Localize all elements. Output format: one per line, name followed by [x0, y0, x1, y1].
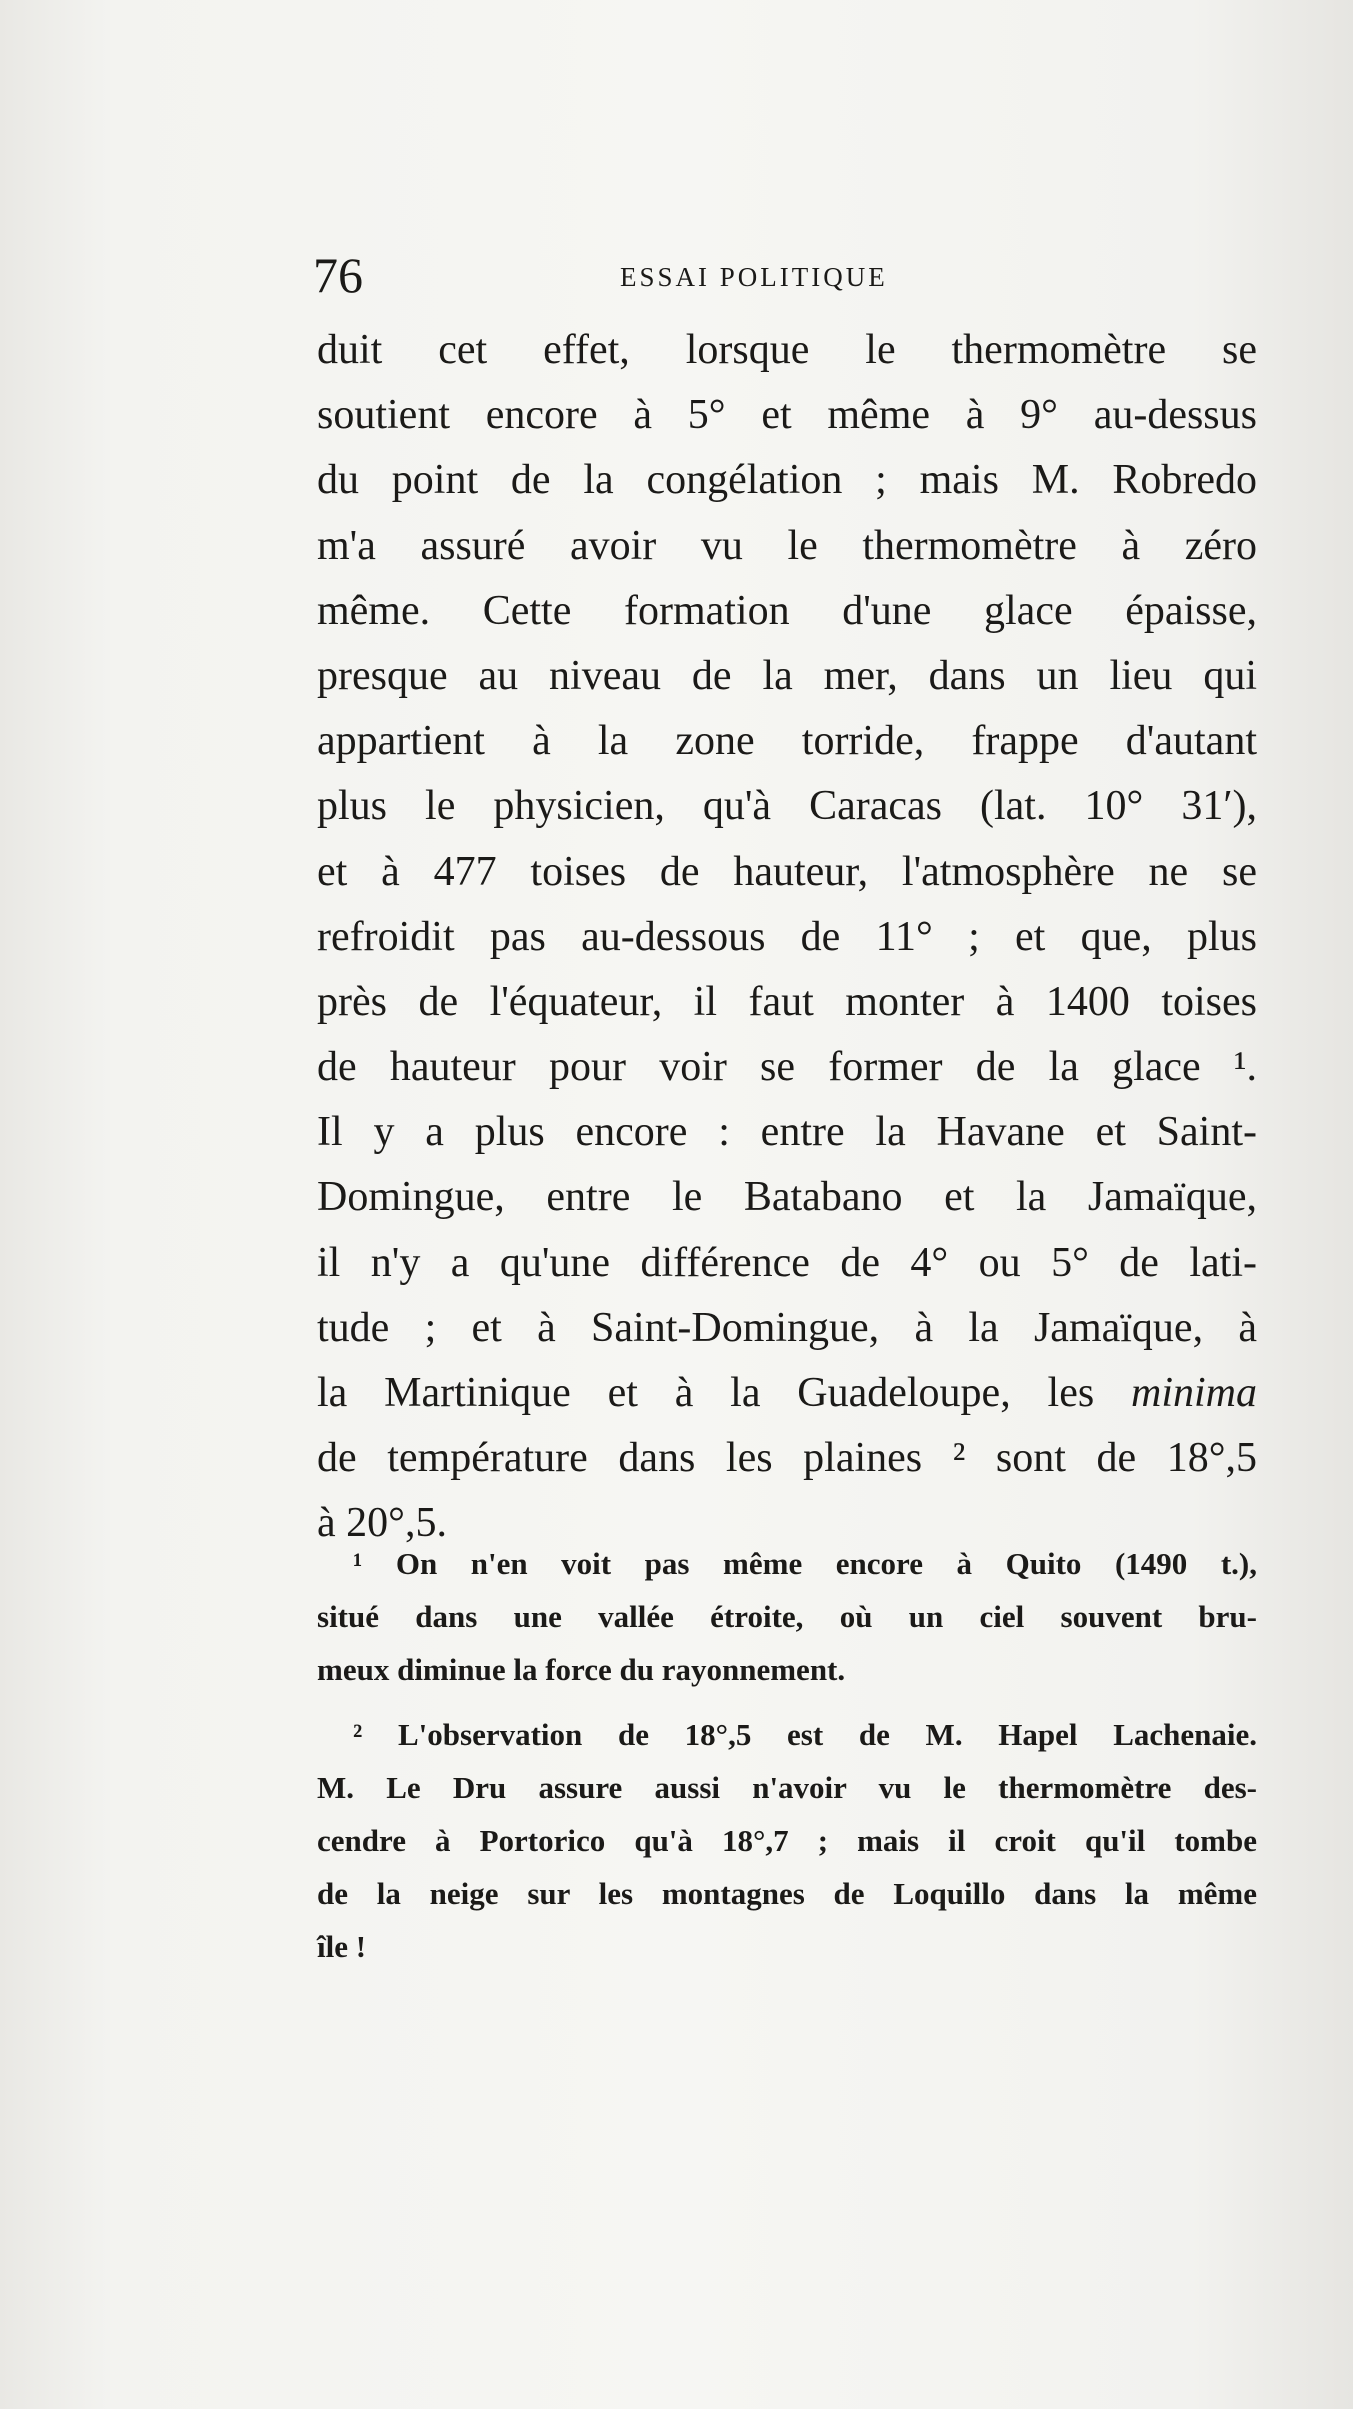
- footnote-line: de la neige sur les montagnes de Loquillo dans la même: [317, 1876, 1257, 1911]
- text-line: refroidit pas au-dessous de 11° ; et que, plus: [317, 913, 1257, 960]
- text-line: m'a assuré avoir vu le thermomètre à zéro: [317, 522, 1257, 569]
- footnote-2: [317, 1708, 1257, 1973]
- text-line: duit cet effet, lorsque le thermomètre se: [317, 327, 1257, 373]
- text-line: appartient à la zone torride, frappe d'autant: [317, 718, 1257, 765]
- text-line: du point de la congélation ; mais M. Robredo: [317, 457, 1257, 504]
- footnote-line: cendre à Portorico qu'à 18°,7 ; mais il croit qu'il tombe: [317, 1823, 1257, 1858]
- running-title: ESSAI POLITIQUE: [620, 262, 888, 292]
- footnotes: [317, 1537, 1257, 1973]
- text-line: tude ; et à Saint-Domingue, à la Jamaïque, à: [317, 1304, 1257, 1351]
- text-line: Domingue, entre le Batabano et la Jamaïque,: [317, 1174, 1257, 1221]
- text-line: presque au niveau de la mer, dans un lieu qui: [317, 652, 1257, 699]
- page-number: 76: [313, 247, 363, 303]
- footnote-line: île !: [317, 1929, 367, 1964]
- text-line: de température dans les plaines ² sont de 18°,5: [317, 1435, 1257, 1482]
- text-line: la Martinique et à la Guadeloupe, les minima: [317, 1370, 1257, 1416]
- text-line: Il y a plus encore : entre la Havane et Saint-: [317, 1109, 1257, 1156]
- text-line: plus le physicien, qu'à Caracas (lat. 10° 31′),: [317, 783, 1257, 830]
- footnote-line: ¹ On n'en voit pas même encore à Quito (1490 t.),: [353, 1546, 1257, 1581]
- footnote-line: ² L'observation de 18°,5 est de M. Hapel Lachenaie.: [353, 1717, 1257, 1752]
- text-line: à 20°,5.: [317, 1500, 447, 1547]
- footnote-1: [317, 1537, 1257, 1696]
- footnote-line: situé dans une vallée étroite, où un ciel souvent bru-: [317, 1599, 1257, 1634]
- footnote-line: M. Le Dru assure aussi n'avoir vu le thermomètre des-: [317, 1770, 1257, 1805]
- body-text: [317, 318, 1257, 1557]
- text-line: et à 477 toises de hauteur, l'atmosphère ne se: [317, 848, 1257, 895]
- text-line: de hauteur pour voir se former de la glace ¹.: [317, 1044, 1257, 1091]
- italic-term: minima: [1131, 1370, 1257, 1416]
- running-head: [313, 245, 1273, 305]
- text-line: il n'y a qu'une différence de 4° ou 5° de lati-: [317, 1239, 1257, 1286]
- text-line: soutient encore à 5° et même à 9° au-dessus: [317, 392, 1257, 439]
- text-line: près de l'équateur, il faut monter à 1400 toises: [317, 978, 1257, 1025]
- footnote-line: meux diminue la force du rayonnement.: [317, 1652, 846, 1687]
- text-line: même. Cette formation d'une glace épaisse,: [317, 587, 1257, 634]
